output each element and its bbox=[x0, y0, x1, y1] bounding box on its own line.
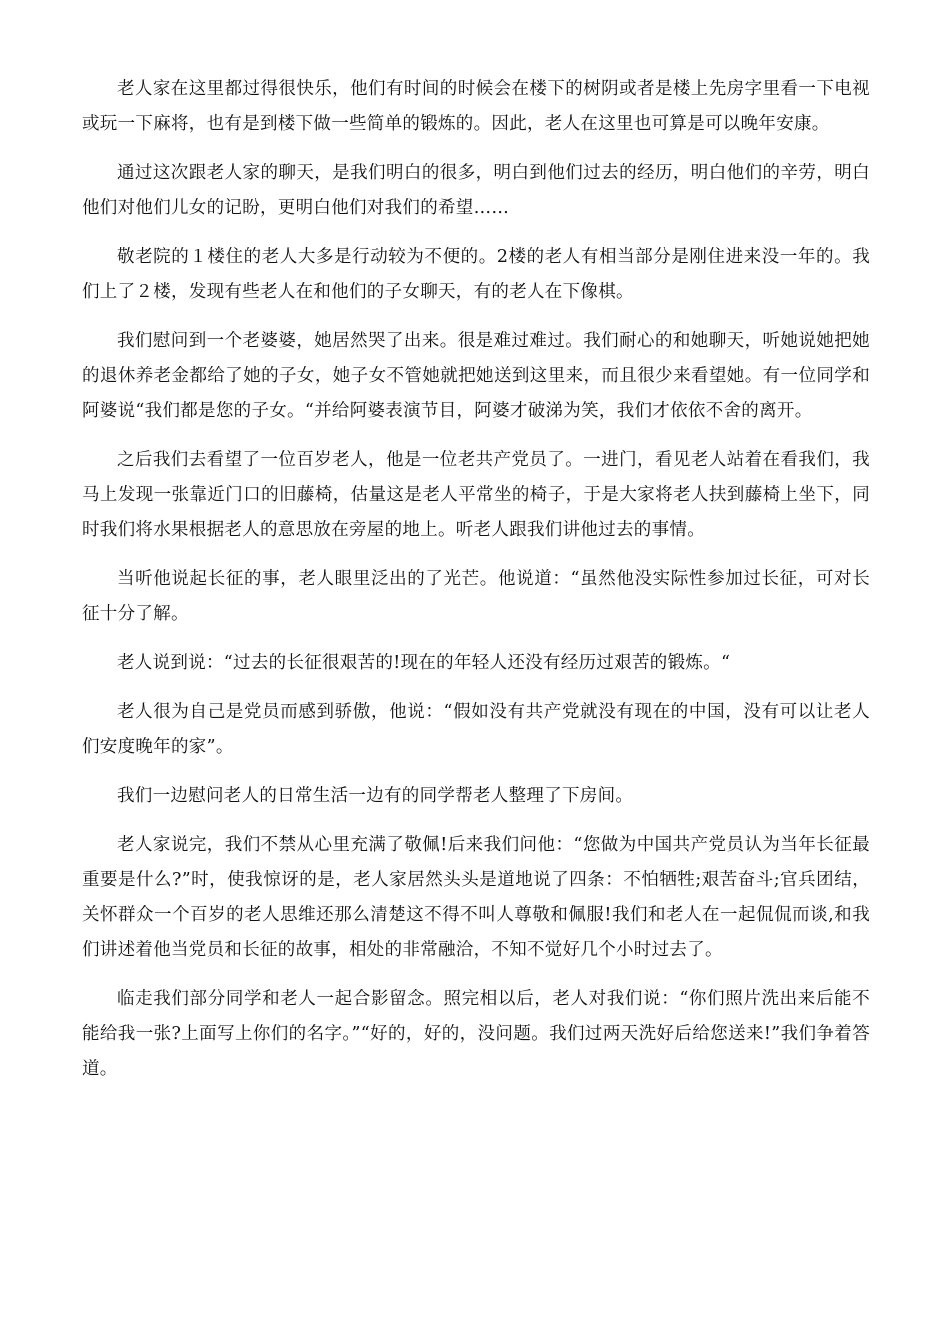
paragraph-9: 我们一边慰问老人的日常生活一边有的同学帮老人整理了下房间。 bbox=[117, 786, 634, 806]
paragraph-2: 通过这次跟老人家的聊天，是我们明白的很多，明白到他们过去的经历，明白他们的辛劳，明白他们对他们儿女的记盼，更明白他们对我们的希望…… bbox=[82, 163, 870, 218]
paragraph-4: 我们慰问到一个老婆婆，她居然哭了出来。很是难过难过。我们耐心的和她聊天，听她说她把她的退休养老金都给了她的子女，她子女不管她就把她送到这里来，而且很少来看望她。有一位同学和阿婆说“我们都是您的子女。“并给阿婆表演节目，阿婆才破涕为笑，我们才依依不舍的离开。 bbox=[82, 331, 870, 421]
paragraph-6: 当听他说起长征的事，老人眼里泛出的了光芒。他说道：“虽然他没实际性参加过长征，可对长征十分了解。 bbox=[82, 569, 870, 624]
paragraph-8: 老人很为自己是党员而感到骄傲，他说：“假如没有共产党就没有现在的中国，没有可以让老人们安度晚年的家”。 bbox=[82, 702, 870, 757]
paragraph-1: 老人家在这里都过得很快乐，他们有时间的时候会在楼下的树阴或者是楼上先房字里看一下电视或玩一下麻将，也有是到楼下做一些简单的锻炼的。因此，老人在这里也可算是可以晚年安康。 bbox=[82, 79, 870, 134]
paragraph-7: 老人说到说：“过去的长征很艰苦的!现在的年轻人还没有经历过艰苦的锻炼。“ bbox=[117, 653, 731, 673]
paragraph-11: 临走我们部分同学和老人一起合影留念。照完相以后，老人对我们说：“你们照片洗出来后能不能给我一张?上面写上你们的名字。”“好的，好的，没问题。我们过两天洗好后给您送来!”我们争着答道。 bbox=[82, 989, 870, 1079]
paragraph-10: 老人家说完，我们不禁从心里充满了敬佩!后来我们问他：“您做为中国共产党员认为当年长征最重要是什么?”时，使我惊讶的是，老人家居然头头是道地说了四条：不怕牺牲;艰苦奋斗;官兵团结，关怀群众一个百岁的老人思维还那么清楚这不得不叫人尊敬和佩服!我们和老人在一起侃侃而谈,和我们讲述着他当党员和长征的故事，相处的非常融洽，不知不觉好几个小时过去了。 bbox=[82, 835, 870, 960]
paragraph-3: 敬老院的１楼住的老人大多是行动较为不便的。2楼的老人有相当部分是刚住进来没一年的。我们上了２楼，发现有些老人在和他们的子女聊天，有的老人在下像棋。 bbox=[82, 247, 870, 302]
paragraph-5: 之后我们去看望了一位百岁老人，他是一位老共产党员了。一进门，看见老人站着在看我们，我马上发现一张靠近门口的旧藤椅，估量这是老人平常坐的椅子，于是大家将老人扶到藤椅上坐下，同时我们将水果根据老人的意思放在旁屋的地上。听老人跟我们讲他过去的事情。 bbox=[82, 450, 870, 540]
document-body bbox=[82, 72, 870, 1101]
